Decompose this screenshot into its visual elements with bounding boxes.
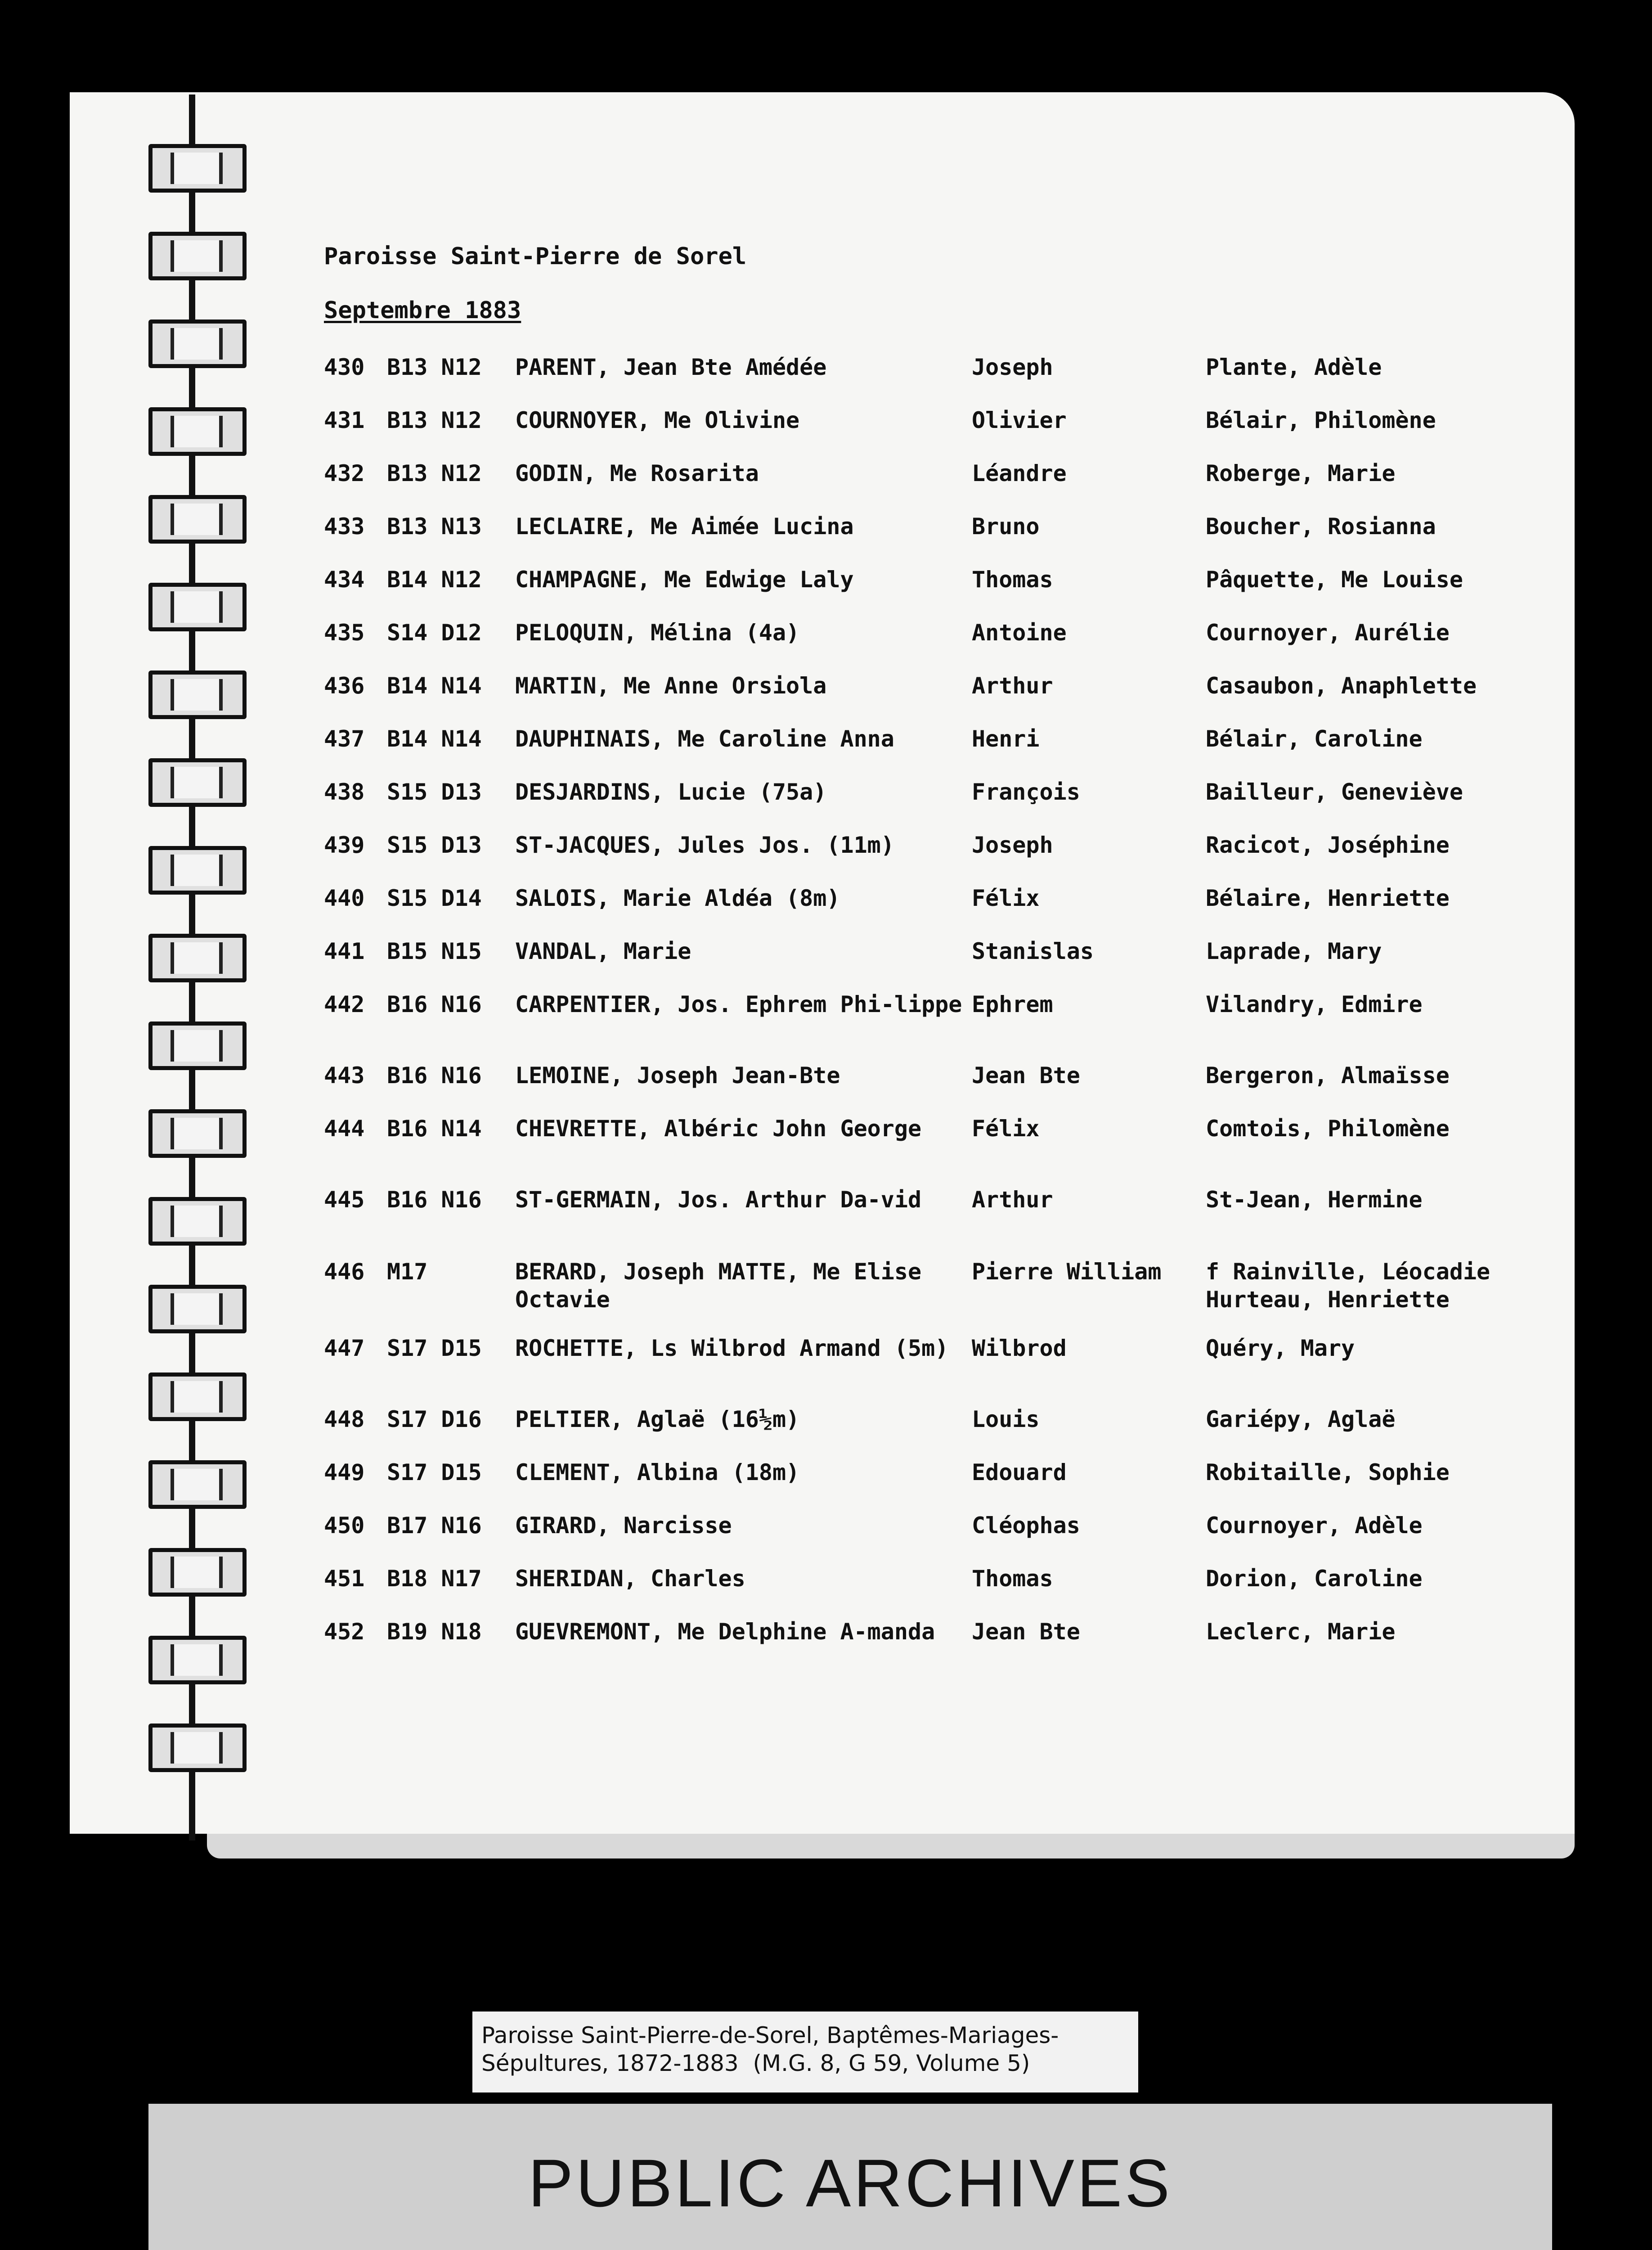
entry-number: 436 bbox=[324, 673, 365, 699]
entry-mother: Bailleur, Geneviève bbox=[1206, 779, 1463, 805]
entry-code: S17 D15 bbox=[387, 1335, 482, 1361]
binder-ring bbox=[148, 1724, 247, 1772]
binder-rings bbox=[144, 144, 252, 1809]
binder-ring bbox=[148, 1022, 247, 1070]
archives-banner bbox=[148, 2104, 1552, 2250]
entry-name: GODIN, Me Rosarita bbox=[515, 460, 759, 486]
binder-ring bbox=[148, 407, 247, 456]
microfilm-label bbox=[472, 2012, 1138, 2092]
entry-mother: St-Jean, Hermine bbox=[1206, 1187, 1423, 1213]
binder-ring bbox=[148, 144, 247, 193]
entry-number: 445 bbox=[324, 1187, 365, 1213]
entry-number: 452 bbox=[324, 1619, 365, 1645]
entry-mother: Bergeron, Almaïsse bbox=[1206, 1062, 1450, 1089]
entry-father: Louis bbox=[972, 1406, 1040, 1432]
entry-father: Arthur bbox=[972, 1187, 1053, 1213]
entry-number: 442 bbox=[324, 991, 365, 1017]
entry-number: 434 bbox=[324, 567, 365, 593]
entry-father: Jean Bte bbox=[972, 1062, 1080, 1089]
entry-name: LECLAIRE, Me Aimée Lucina bbox=[515, 513, 854, 540]
entry-mother: Cournoyer, Aurélie bbox=[1206, 620, 1450, 646]
entry-number: 433 bbox=[324, 513, 365, 540]
entry-code: S17 D16 bbox=[387, 1406, 482, 1432]
entry-father: Ephrem bbox=[972, 991, 1053, 1017]
entry-code: B16 N16 bbox=[387, 1062, 482, 1089]
entry-father: Henri bbox=[972, 726, 1040, 752]
entry-code: S17 D15 bbox=[387, 1459, 482, 1485]
label-line-2: Sépultures, 1872-1883 (M.G. 8, G 59, Volume 5) bbox=[481, 2050, 1030, 2076]
label-line-1: Paroisse Saint-Pierre-de-Sorel, Baptêmes-Mariages- bbox=[481, 2022, 1059, 2048]
entry-name: GIRARD, Narcisse bbox=[515, 1512, 732, 1539]
entry-mother: Vilandry, Edmire bbox=[1206, 991, 1423, 1017]
entry-code: B16 N16 bbox=[387, 1187, 482, 1213]
entry-code: B15 N15 bbox=[387, 938, 482, 964]
entry-mother: Pâquette, Me Louise bbox=[1206, 567, 1463, 593]
entry-code: B16 N14 bbox=[387, 1116, 482, 1142]
entry-father: Thomas bbox=[972, 1566, 1053, 1592]
entry-code: B14 N14 bbox=[387, 673, 482, 699]
entry-name: SHERIDAN, Charles bbox=[515, 1566, 745, 1592]
entry-name: DAUPHINAIS, Me Caroline Anna bbox=[515, 726, 894, 752]
binder-ring bbox=[148, 495, 247, 544]
entry-number: 435 bbox=[324, 620, 365, 646]
binder-ring bbox=[148, 1197, 247, 1246]
entry-father: Léandre bbox=[972, 460, 1067, 486]
entry-number: 430 bbox=[324, 354, 365, 380]
entry-name: CLEMENT, Albina (18m) bbox=[515, 1459, 800, 1485]
entry-number: 439 bbox=[324, 832, 365, 858]
entry-father: Stanislas bbox=[972, 938, 1094, 964]
entry-name: ST-JACQUES, Jules Jos. (11m) bbox=[515, 832, 894, 858]
entry-father: Joseph bbox=[972, 354, 1053, 380]
entry-mother: Dorion, Caroline bbox=[1206, 1566, 1423, 1592]
binder-ring bbox=[148, 1548, 247, 1597]
entry-code: B16 N16 bbox=[387, 991, 482, 1017]
entry-father: Antoine bbox=[972, 620, 1067, 646]
entry-name: PELTIER, Aglaë (16½m) bbox=[515, 1406, 800, 1432]
entry-code: B18 N17 bbox=[387, 1566, 482, 1592]
entry-father: Bruno bbox=[972, 513, 1040, 540]
entry-mother: f Rainville, Léocadie Hurteau, Henriette bbox=[1206, 1259, 1490, 1313]
entry-name: CARPENTIER, Jos. Ephrem Phi-lippe bbox=[515, 991, 962, 1017]
entry-father: Arthur bbox=[972, 673, 1053, 699]
entry-father: Cléophas bbox=[972, 1512, 1080, 1539]
entry-mother: Bélaire, Henriette bbox=[1206, 885, 1450, 911]
entry-name: BERARD, Joseph MATTE, Me Elise Octavie bbox=[515, 1259, 922, 1313]
entry-number: 438 bbox=[324, 779, 365, 805]
entry-name: ST-GERMAIN, Jos. Arthur Da-vid bbox=[515, 1187, 922, 1213]
entry-mother: Racicot, Joséphine bbox=[1206, 832, 1450, 858]
binder-ring bbox=[148, 1460, 247, 1509]
entry-number: 449 bbox=[324, 1459, 365, 1485]
entry-number: 450 bbox=[324, 1512, 365, 1539]
entry-code: M17 bbox=[387, 1259, 428, 1285]
entry-mother: Boucher, Rosianna bbox=[1206, 513, 1436, 540]
entry-mother: Cournoyer, Adèle bbox=[1206, 1512, 1423, 1539]
entry-mother: Robitaille, Sophie bbox=[1206, 1459, 1450, 1485]
entry-code: S14 D12 bbox=[387, 620, 482, 646]
entry-code: B19 N18 bbox=[387, 1619, 482, 1645]
binder-ring bbox=[148, 758, 247, 807]
binder-ring bbox=[148, 232, 247, 280]
entry-father: Wilbrod bbox=[972, 1335, 1067, 1361]
entry-mother: Laprade, Mary bbox=[1206, 938, 1382, 964]
entry-number: 431 bbox=[324, 407, 365, 433]
entry-mother: Bélair, Philomène bbox=[1206, 407, 1436, 433]
entry-name: COURNOYER, Me Olivine bbox=[515, 407, 800, 433]
entry-code: S15 D14 bbox=[387, 885, 482, 911]
entry-code: S15 D13 bbox=[387, 832, 482, 858]
entry-father: Joseph bbox=[972, 832, 1053, 858]
parish-title: Paroisse Saint-Pierre de Sorel bbox=[324, 243, 747, 270]
binder-ring bbox=[148, 1372, 247, 1421]
binder-ring bbox=[148, 320, 247, 368]
entry-mother: Bélair, Caroline bbox=[1206, 726, 1423, 752]
entry-name: VANDAL, Marie bbox=[515, 938, 691, 964]
entry-mother: Leclerc, Marie bbox=[1206, 1619, 1396, 1645]
entry-name: PARENT, Jean Bte Amédée bbox=[515, 354, 827, 380]
binder-ring bbox=[148, 1109, 247, 1158]
entry-code: B14 N14 bbox=[387, 726, 482, 752]
entry-code: B13 N12 bbox=[387, 460, 482, 486]
entry-number: 447 bbox=[324, 1335, 365, 1361]
entry-name: DESJARDINS, Lucie (75a) bbox=[515, 779, 827, 805]
entry-number: 446 bbox=[324, 1259, 365, 1285]
entry-name: MARTIN, Me Anne Orsiola bbox=[515, 673, 827, 699]
entry-father: Edouard bbox=[972, 1459, 1067, 1485]
entry-code: B13 N12 bbox=[387, 407, 482, 433]
entry-father: Félix bbox=[972, 1116, 1040, 1142]
entry-mother: Quéry, Mary bbox=[1206, 1335, 1355, 1361]
entry-mother: Plante, Adèle bbox=[1206, 354, 1382, 380]
entry-code: S15 D13 bbox=[387, 779, 482, 805]
entry-father: Thomas bbox=[972, 567, 1053, 593]
entry-code: B14 N12 bbox=[387, 567, 482, 593]
entry-name: SALOIS, Marie Aldéa (8m) bbox=[515, 885, 840, 911]
entry-number: 451 bbox=[324, 1566, 365, 1592]
entry-mother: Comtois, Philomène bbox=[1206, 1116, 1450, 1142]
entry-father: François bbox=[972, 779, 1080, 805]
entry-number: 440 bbox=[324, 885, 365, 911]
binder-ring bbox=[148, 670, 247, 719]
month-heading: Septembre 1883 bbox=[324, 297, 521, 324]
entry-father: Olivier bbox=[972, 407, 1067, 433]
entry-number: 448 bbox=[324, 1406, 365, 1432]
entry-code: B13 N13 bbox=[387, 513, 482, 540]
entry-number: 443 bbox=[324, 1062, 365, 1089]
entry-number: 432 bbox=[324, 460, 365, 486]
entry-name: LEMOINE, Joseph Jean-Bte bbox=[515, 1062, 840, 1089]
binder-ring bbox=[148, 1285, 247, 1333]
entry-name: PELOQUIN, Mélina (4a) bbox=[515, 620, 800, 646]
entry-name: ROCHETTE, Ls Wilbrod Armand (5m) bbox=[515, 1335, 949, 1361]
entry-father: Jean Bte bbox=[972, 1619, 1080, 1645]
entry-father: Félix bbox=[972, 885, 1040, 911]
entry-mother: Roberge, Marie bbox=[1206, 460, 1396, 486]
entry-number: 444 bbox=[324, 1116, 365, 1142]
binder-ring bbox=[148, 934, 247, 982]
entry-code: B13 N12 bbox=[387, 354, 482, 380]
binder-ring bbox=[148, 583, 247, 631]
entry-number: 441 bbox=[324, 938, 365, 964]
binder-ring bbox=[148, 1636, 247, 1684]
entry-name: CHAMPAGNE, Me Edwige Laly bbox=[515, 567, 854, 593]
entry-mother: Gariépy, Aglaë bbox=[1206, 1406, 1396, 1432]
entry-name: GUEVREMONT, Me Delphine A-manda bbox=[515, 1619, 935, 1645]
entry-number: 437 bbox=[324, 726, 365, 752]
banner-line-1: PUBLIC ARCHIVES bbox=[528, 2145, 1173, 2221]
entry-name: CHEVRETTE, Albéric John George bbox=[515, 1116, 922, 1142]
entry-father: Pierre William bbox=[972, 1259, 1162, 1285]
entry-code: B17 N16 bbox=[387, 1512, 482, 1539]
entry-mother: Casaubon, Anaphlette bbox=[1206, 673, 1477, 699]
binder-ring bbox=[148, 846, 247, 895]
